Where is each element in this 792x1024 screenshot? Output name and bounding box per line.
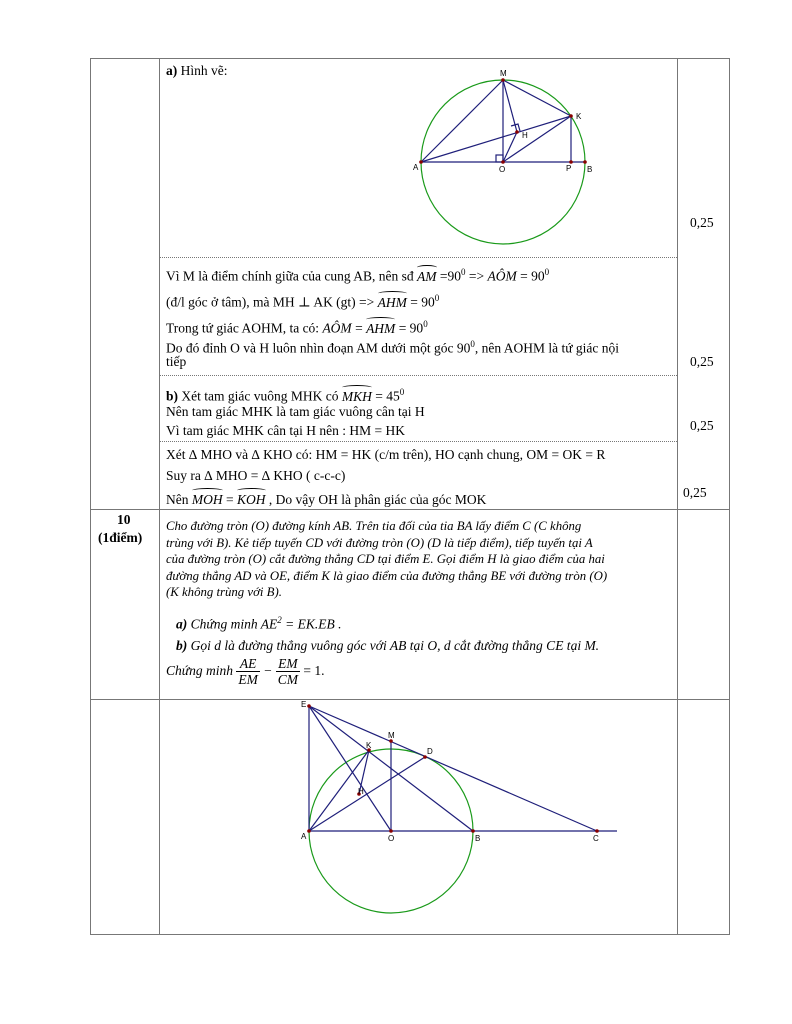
fig1-label-a: A <box>413 163 419 172</box>
proof-c-line-1: Xét ∆ MHO và ∆ KHO có: HM = HK (c/m trên), HO cạnh chung, OM = OK = R <box>166 447 606 462</box>
row-divider-4 <box>91 509 729 510</box>
fig1-line-mh <box>503 80 517 132</box>
proof-a-line-5: tiếp <box>166 354 187 369</box>
grid-col-divider-1 <box>159 59 160 934</box>
proof-a-line-3: Trong tứ giác AOHM, ta có: AÔM = AHM = $90^0$ <box>166 319 428 336</box>
fig1-label-b: B <box>587 165 593 174</box>
grid-col-divider-2 <box>677 59 678 934</box>
proof-b-line-2: Nên tam giác MHK là tam giác vuông cân tại H <box>166 404 425 419</box>
problem-part-a: a) Chứng minh $AE^2 = EK.EB$ . <box>176 615 342 632</box>
proof-a-line-2: (đ/l góc ở tâm), mà MH ⊥ AK (gt) => AHM = $90^0$ <box>166 293 440 310</box>
fig2-label-o: O <box>388 834 395 843</box>
fig2-line-ad <box>309 757 425 831</box>
fig1-label-p: P <box>566 164 572 173</box>
fig1-label-h: H <box>522 131 528 140</box>
score-2: 0,25 <box>690 354 714 369</box>
fig1-label-m: M <box>500 69 507 78</box>
fig2-label-h: H <box>358 787 364 796</box>
fig2-label-b: B <box>475 834 481 843</box>
figure-1 <box>400 62 610 262</box>
problem-line-3: của đường tròn (O) cắt đường thẳng CD tại điểm E. Gọi điểm H là giao điểm của hai <box>166 552 605 566</box>
fig2-label-k: K <box>366 741 372 750</box>
proof-c-line-3: Nên MOH = KOH , Do vậy OH là phân giác của góc MOK <box>166 492 487 507</box>
fraction-em-cm: $\frac{EM}{CM}$ <box>277 656 298 688</box>
fig2-label-d: D <box>427 747 433 756</box>
fig2-line-eo <box>309 706 391 831</box>
fig1-label-o: O <box>499 165 506 174</box>
problem-part-b-line-1: b) Gọi d là đường thẳng vuông góc với AB tại O, d cắt đường thẳng CE tại M. <box>176 638 600 653</box>
section-a-title: Hình vẽ: <box>180 63 228 78</box>
problem-line-4: đường thẳng AD và OE, điểm K là giao điểm của đường thẳng BE với đường tròn (O) <box>166 568 608 583</box>
section-a-heading <box>166 62 228 79</box>
proof-b-line-1: b) Xét tam giác vuông MHK có MKH = $45^0$ <box>166 387 405 404</box>
fig2-label-c: C <box>593 834 599 843</box>
score-4: 0,25 <box>683 485 707 500</box>
proof-a-line-1: Vì M là điểm chính giữa của cung AB, nên sđ AM $=90^0$ => AÔM = $90^0$ <box>166 267 550 284</box>
row-divider-3 <box>159 441 677 442</box>
problem-points: (1điểm) <box>98 530 143 545</box>
fig1-line-mk <box>503 80 571 116</box>
problem-number: 10 <box>117 512 131 527</box>
row-divider-2 <box>159 375 677 376</box>
problem-statement <box>166 518 607 601</box>
problem-part-b-line-2: Chứng minh $\frac{AE}{EM}$ − $\frac{EM}{CM}$ = 1. <box>166 656 325 688</box>
proof-b-line-3: Vì tam giác MHK cân tại H nên : HM = HK <box>166 423 405 438</box>
proof-a-line-4: Do đó đỉnh O và H luôn nhìn đoạn AM dưới một góc $90^0$, nên AOHM là tứ giác nội <box>166 339 619 356</box>
fig1-label-k: K <box>576 112 582 121</box>
section-a-label: a) <box>166 63 178 78</box>
problem-line-5: (K không trùng với B). <box>166 585 282 599</box>
proof-c-line-2: Suy ra ∆ MHO = ∆ KHO ( c-c-c) <box>166 468 346 483</box>
score-1: 0,25 <box>690 215 714 230</box>
fig2-label-a: A <box>301 832 307 841</box>
score-3: 0,25 <box>690 418 714 433</box>
fig2-label-e: E <box>301 700 307 709</box>
fig2-line-ec <box>309 706 597 831</box>
fraction-ae-em: $\frac{AE}{EM}$ <box>238 656 258 688</box>
problem-line-2: trùng với B). Kẻ tiếp tuyến CD với đường tròn (O) (D là tiếp điểm), tiếp tuyến tại A <box>166 535 593 550</box>
problem-line-1: Cho đường tròn (O) đường kính AB. Trên tia đối của tia BA lấy điểm C (C không <box>166 519 582 533</box>
fig2-label-m: M <box>388 731 395 740</box>
figure-2 <box>295 698 625 918</box>
